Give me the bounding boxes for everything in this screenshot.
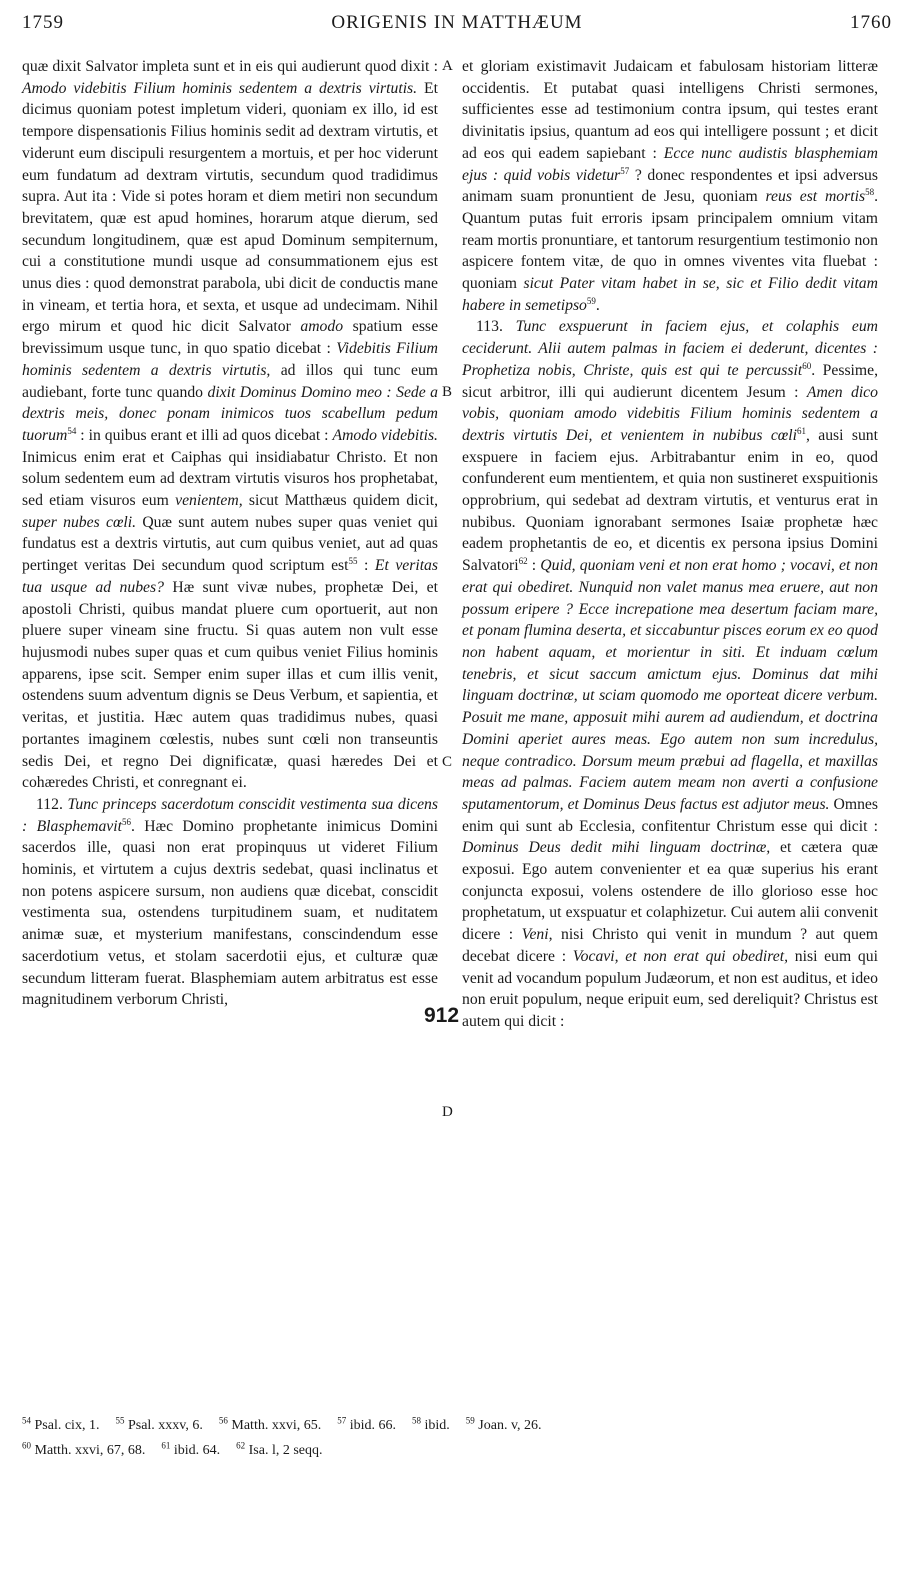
footnote bbox=[22, 1415, 100, 1433]
footnote-ref: 62 bbox=[518, 555, 528, 566]
footnote bbox=[465, 1415, 542, 1433]
margin-letter-a: A bbox=[442, 58, 453, 74]
paragraph: quæ dixit Salvator impleta sunt et in eis qui audierunt quod dixit : Amodo videbitis Filium hominis sedentem a dextris virtutis. Et dicimus quoniam potest impletum videri, quoniam ex illo, id est tempore dispensationis Filius hominis sedit ad dextram virtutis, et viderunt eum discipuli resurgentem a mortuis, et per hoc viderunt eum fundatum ad dextram virtutis, secundum quod tradidimus supra. Aut ita : Vide si potes horam et diem metiri non secundum brevitatem, quæ est apud homines, horarum atque dierum, sed secundum longitudinem, quæ est apud Dominum sempiternum, cui a constitutione mundi usque ad consummationem ejus est unus dies : quod demonstrat parabola, ubi dicit de conductis mane in vineam, et tertia hora, et sexta, et usque ad undecimam. Nihil ergo mirum et quod hic dicit Salvator amodo spatium esse brevissimum usque tunc, in quo spatio dicebat : Videbitis Filium hominis sedentem a dextris virtutis, ad illos qui tunc eum audiebant, forte tunc quando dixit Dominus Domino meo : Sede a dextris meis, donec ponam inimicos tuos scabellum pedum tuorum$^{54}$ : in quibus erant et illi ad quos dicebat : Amodo videbitis. Inimicus enim erat et Caiphas qui insidiabatur Christo. Et non solum sedentem eum ad dextram virtutis visuros hos prophetabat, sed etiam visuros eum venientem, sicut Matthæus quidem dicit, super nubes cœli. Quæ sunt autem nubes super quas veniet qui fundatus est a dextris virtutis, aut cum quibus veniet, aut ad quas pertinget veritas Dei secundum quod scriptum est$^{55}$ : Et veritas tua usque ad nubes? Hæ sunt vivæ nubes, prophetæ Dei, et apostoli Christi, quibus mandat pluere cum oportuerit, aut non pluere super vineam sine fructu. Si quas autem non vult esse hujusmodi nubes super quas et cum quibus veniet Filius hominis apparens, ipse scit. Semper enim super illas et cum illis venit, ostendens suum adventum dignis se Deus Verbum, et sapientia, et veritas, et justitia. Hæc autem quas tradidimus nubes, quasi portantes imaginem cœlestis, nubes sunt cœli non transeuntis sedis Dei, et regno Dei dignificatæ, quasi hæredes Dei et cohæredes Christi, et conregnant ei. bbox=[22, 58, 439, 792]
footnote-text: Isa. l, 2 seqq. bbox=[245, 1443, 323, 1459]
footnote-text: ibid. 64. bbox=[170, 1443, 221, 1459]
footnote-number: 57 bbox=[337, 1415, 347, 1425]
footnote-number: 54 bbox=[22, 1415, 31, 1425]
footnote-number: 58 bbox=[412, 1415, 422, 1425]
footnote-ref: 58 bbox=[865, 186, 875, 197]
footnote-text: Matth. xxvi, 67, 68. bbox=[31, 1443, 146, 1459]
footnote bbox=[115, 1415, 203, 1433]
footnote-number: 59 bbox=[465, 1415, 475, 1425]
margin-letter-b: B bbox=[442, 384, 453, 400]
footnote-number: 55 bbox=[115, 1415, 125, 1425]
footnote-ref: 60 bbox=[802, 360, 812, 371]
footnote-ref: 61 bbox=[797, 425, 806, 436]
footnote-text: ibid. bbox=[421, 1417, 450, 1433]
footnote bbox=[161, 1440, 221, 1459]
footnote-number: 62 bbox=[236, 1440, 246, 1451]
paragraph: 113. Tunc exspuerunt in faciem ejus, et colaphis eum ceciderunt. Alii autem palmas in faciem ei dederunt, dicentes : Prophetiza nobis, Christe, quis est qui te percussit$^{60}$. Pessime, sicut arbitror, illi qui audierunt dicentem Jesum : Amen dico vobis, quoniam amodo videbitis Filium hominis sedentem a dextris virtutis Dei, et venientem in nubibus cœli$^{61}$, ausi sunt exspuere in faciem ejus. Arbitrabantur enim in eo, quod confunderent eum mentientem, et quia non sustineret exspuitionis opprobrium, qui sedebat ad dextram virtutis, et venturus erat in nubibus. Quoniam ignorabant sermones Isaiæ prophetæ hæc eadem prophetantis de eo, et dicentis ex persona ipsius Domini Salvatori$^{62}$ : Quid, quoniam veni et non erat homo ; vocavi, et non erat qui obediret. Nunquid non valet manus mea eruere, aut non possum eripere ? Ecce increpatione mea desertum faciam mare, et ponam flumina deserta, et siccabuntur pisces eorum ex eo quod non habent aquam, et morientur in siti. Et induam cœlum tenebris, et sicut saccum amictum ejus. Dominus dat mihi linguam doctrinæ, ut sciam quomodo me oporteat dicere verbum. Posuit me mane, apposuit mihi aurem ad audiendum, et doctrina Domini aperiet aures meas. Ego autem non sum incredulus, neque contradico. Dorsum meum præbui ad flagella, et maxillas meas ad palmas. Faciem autem meam non averti a confusione sputamentorum, et Dominus Deus factus est adjutor meus. Omnes enim qui sunt ab Ecclesia, confitentur Christum esse qui dicit : Dominus Deus dedit mihi linguam doctrinæ, et cætera quæ exposui. Ego autem convenienter et ea quæ superius his erant conjuncta exposui, volens ostendere de illo glorioso esse hoc prophetatum, ut exspuatur et colaphizetur. Cui autem alii convenit dicere : Veni, nisi Christo qui venit in mundum ? aut quem decebat dicere : Vocavi, et non erat qui obediret, nisi eum qui venit ad vocandum populum Judæorum, et non est auditus, et ideo non eruit populum, neque eripuit eum, sed dereliquit? Christus est autem qui dicit : bbox=[462, 318, 879, 1030]
page-header bbox=[22, 12, 892, 40]
footnote-ref: 56 bbox=[122, 816, 131, 827]
paragraph: 112. Tunc princeps sacerdotum conscidit vestimenta sua dicens : Blasphemavit$^{56}$. Hæc Domino prophetante inimicus Domini sacerdos ille, quasi non erat propinquus ut videret Filium hominis, et virtutem a cujus dextris sedebat, quasi inclinatus et non potens aspicere sursum, non audiens quæ dicebat, conscidit vestimenta sua, ostendens turpitudinem suam, et nuditatem animæ suæ, et mysterium manifestans, conscindendum esse sacerdotium vetus, et stolam sacerdotii ejus, et culturæ quæ secundum litteram fuerat. Blasphemiam autem arbitratus est esse magnitudinem verborum Christi, bbox=[22, 795, 438, 1009]
footnote-number: 60 bbox=[22, 1440, 31, 1451]
section-number: 113. bbox=[476, 318, 503, 336]
footnote-row bbox=[22, 1410, 892, 1436]
section-number: 112. bbox=[36, 795, 63, 813]
footnote bbox=[337, 1415, 397, 1433]
footnote-ref: 54 bbox=[67, 425, 77, 436]
column-number: 912 bbox=[424, 1004, 460, 1027]
footnote bbox=[412, 1415, 450, 1433]
left-column bbox=[22, 56, 438, 1011]
footnote bbox=[22, 1440, 146, 1459]
footnote-ref: 57 bbox=[620, 165, 630, 176]
footnote-text: Psal. xxxv, 6. bbox=[124, 1417, 203, 1433]
footnotes bbox=[22, 1410, 892, 1461]
footnote bbox=[236, 1440, 323, 1459]
footnote bbox=[218, 1415, 322, 1433]
running-title: ORIGENIS IN MATTHÆUM bbox=[331, 12, 583, 33]
page-number-left: 1759 bbox=[22, 12, 64, 33]
right-column bbox=[462, 56, 878, 1033]
footnote-text: Joan. v, 26. bbox=[474, 1417, 542, 1433]
footnote-text: Matth. xxvi, 65. bbox=[227, 1417, 322, 1433]
footnote-number: 61 bbox=[161, 1440, 171, 1451]
footnote-ref: 59 bbox=[586, 295, 596, 306]
footnote-row bbox=[22, 1436, 892, 1462]
footnote-text: Psal. cix, 1. bbox=[31, 1417, 100, 1433]
footnote-number: 56 bbox=[218, 1415, 228, 1425]
footnote-ref: 55 bbox=[348, 555, 358, 566]
paragraph: et gloriam existimavit Judaicam et fabulosam historiam litteræ occidentis. Et putabat quasi intelligens Christi sermones, sufficientes esse ad testimonium contra ipsum, qui testes erant divinitatis ipsius, quantum ad eos qui intelligere possunt ; et dicit ad eos qui eadem sapiebant : Ecce nunc audistis blasphemiam ejus : quid vobis videtur$^{57}$ ? donec respondentes et ipsi adversus animam suam pronuntient de Jesu, quoniam reus est mortis$^{58}$. Quantum putas fuit erroris ipsam principalem omnium vitam ream mortis pronuntiare, et tantorum resurgentium testimonio non aspicere fontem vitæ, de quo in omnes viventes vita fluebat : quoniam sicut Pater vitam habet in se, sic et Filio dedit vitam habere in semetipso$^{59}$. bbox=[462, 58, 878, 314]
footnote-text: ibid. 66. bbox=[346, 1417, 397, 1433]
page-number-right: 1760 bbox=[850, 12, 892, 33]
margin-letter-d: D bbox=[442, 1104, 453, 1120]
margin-letter-c: C bbox=[442, 754, 453, 770]
